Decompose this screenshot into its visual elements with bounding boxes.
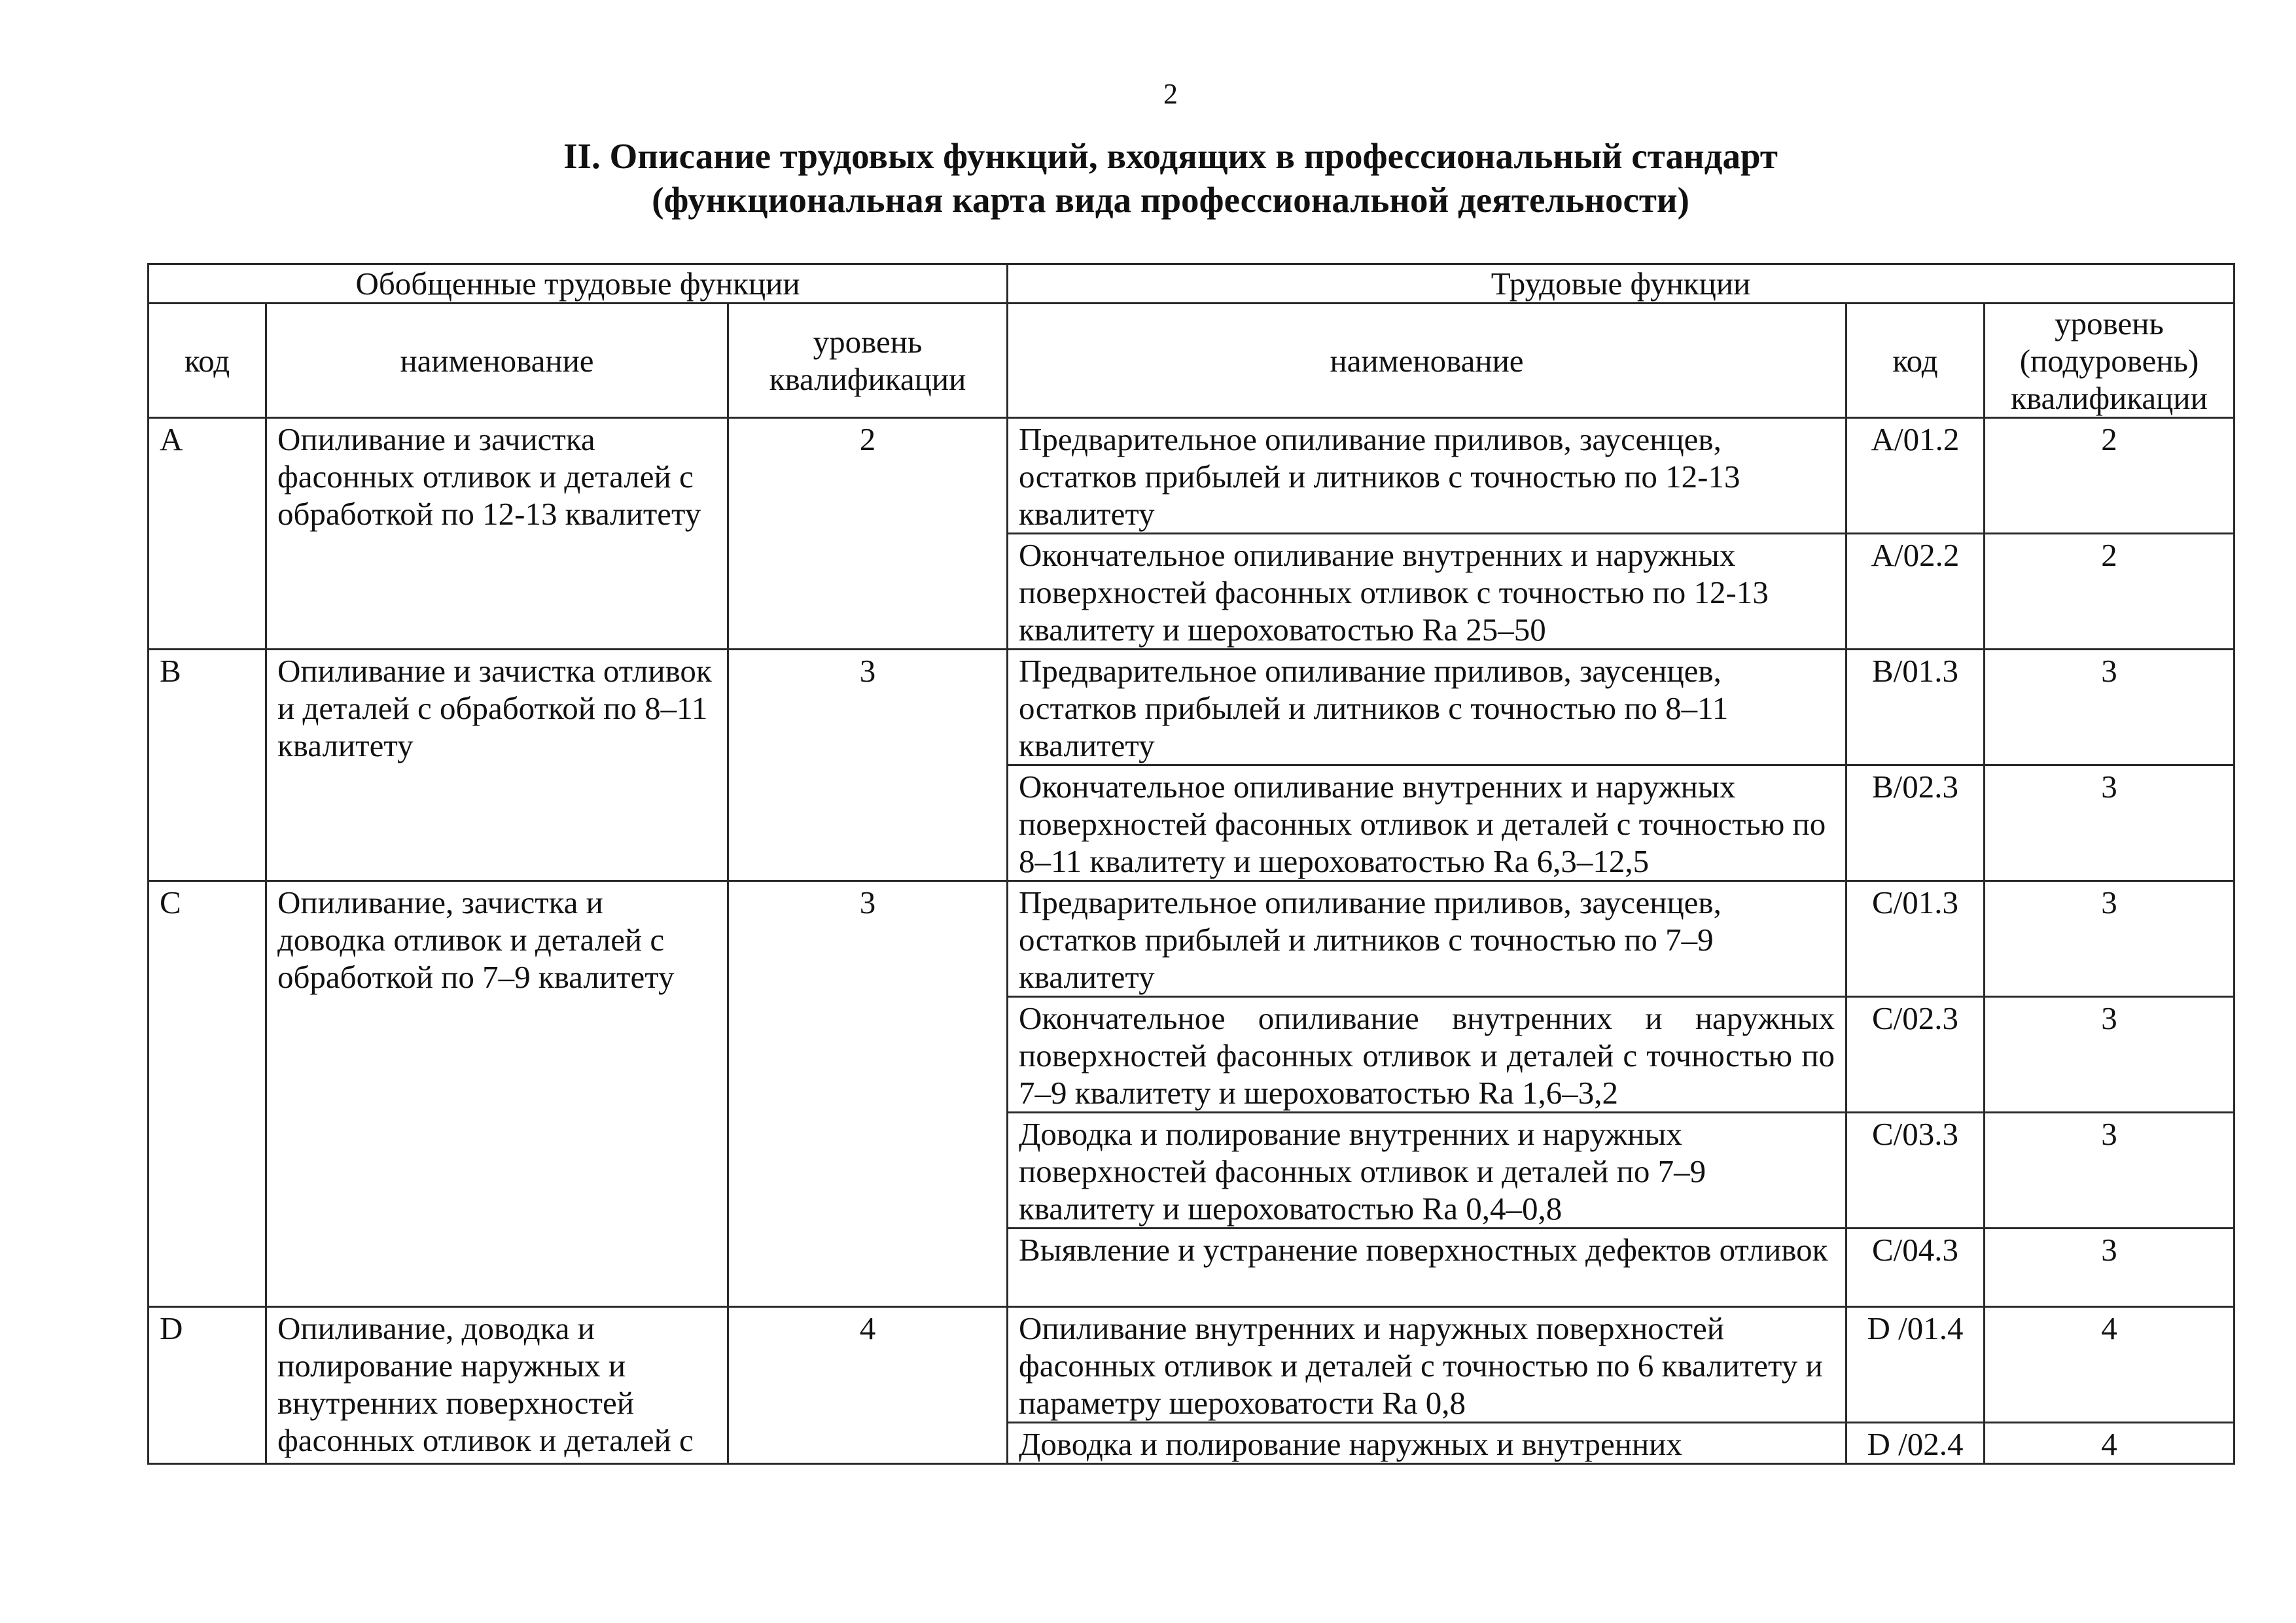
fn-code-cell: C/03.3 xyxy=(1846,1113,1985,1229)
fn-name-cell: Выявление и устранение поверхностных дефектов отливок xyxy=(1008,1229,1846,1307)
fn-name-cell: Предварительное опиливание приливов, заусенцев, остатков прибылей и литников с точностью по 12-13 квалитету xyxy=(1008,418,1846,534)
fn-code-cell: B/01.3 xyxy=(1846,650,1985,765)
fn-level-cell: 3 xyxy=(1985,997,2234,1113)
fn-code-cell: A/02.2 xyxy=(1846,534,1985,650)
fn-level-cell: 4 xyxy=(1985,1423,2234,1464)
col-header-fn-code: код xyxy=(1846,304,1985,418)
col-header-gen-code: код xyxy=(149,304,266,418)
gen-name-cell: Опиливание, зачистка и доводка отливок и деталей с обработкой по 7–9 квалитету xyxy=(266,881,728,1307)
column-header-row xyxy=(149,304,2234,418)
table-row xyxy=(149,1307,2234,1423)
col-header-gen-name: наименование xyxy=(266,304,728,418)
col-header-gen-level: уровень квалификации xyxy=(728,304,1008,418)
fn-level-cell: 4 xyxy=(1985,1307,2234,1423)
generalized-functions-header: Обобщенные трудовые функции xyxy=(149,264,1008,304)
gen-code-cell: C xyxy=(149,881,266,1307)
fn-name-cell: Опиливание внутренних и наружных поверхностей фасонных отливок и деталей с точностью по 6 квалитету и параметру шероховатости Ra 0,8 xyxy=(1008,1307,1846,1423)
gen-name-cell: Опиливание и зачистка отливок и деталей с обработкой по 8–11 квалитету xyxy=(266,650,728,881)
table-row xyxy=(149,418,2234,534)
col-header-fn-level: уровень (подуровень) квалификации xyxy=(1985,304,2234,418)
fn-level-cell: 2 xyxy=(1985,418,2234,534)
gen-level-cell: 3 xyxy=(728,650,1008,881)
fn-level-cell: 3 xyxy=(1985,1113,2234,1229)
fn-name-cell: Предварительное опиливание приливов, заусенцев, остатков прибылей и литников с точностью по 7–9 квалитету xyxy=(1008,881,1846,997)
gen-code-cell: B xyxy=(149,650,266,881)
table-row xyxy=(149,881,2234,997)
fn-level-cell: 3 xyxy=(1985,881,2234,997)
group-header-row xyxy=(149,264,2234,304)
fn-level-cell: 3 xyxy=(1985,765,2234,881)
fn-level-cell: 2 xyxy=(1985,534,2234,650)
gen-name-cell: Опиливание и зачистка фасонных отливок и деталей с обработкой по 12-13 квалитету xyxy=(266,418,728,650)
functional-map-table xyxy=(147,263,2235,1465)
fn-code-cell: C/04.3 xyxy=(1846,1229,1985,1307)
gen-code-cell: A xyxy=(149,418,266,650)
gen-level-cell: 2 xyxy=(728,418,1008,650)
page-number: 2 xyxy=(1163,78,1178,110)
section-title-line-2: (функциональная карта вида профессиональной деятельности) xyxy=(652,180,1689,220)
fn-code-cell: D /02.4 xyxy=(1846,1423,1985,1464)
section-title xyxy=(0,134,2296,222)
gen-level-cell: 4 xyxy=(728,1307,1008,1464)
fn-name-cell: Окончательное опиливание внутренних и наружных поверхностей фасонных отливок с точностью по 12-13 квалитету и шероховатостью Ra 25–50 xyxy=(1008,534,1846,650)
fn-name-cell: Доводка и полирование наружных и внутренних xyxy=(1008,1423,1846,1464)
table-row xyxy=(149,650,2234,765)
fn-level-cell: 3 xyxy=(1985,1229,2234,1307)
section-title-line-1: II. Описание трудовых функций, входящих в профессиональный стандарт xyxy=(563,136,1778,176)
gen-level-cell: 3 xyxy=(728,881,1008,1307)
col-header-fn-name: наименование xyxy=(1008,304,1846,418)
fn-name-cell: Предварительное опиливание приливов, заусенцев, остатков прибылей и литников с точностью по 8–11 квалитету xyxy=(1008,650,1846,765)
fn-code-cell: B/02.3 xyxy=(1846,765,1985,881)
fn-code-cell: C/02.3 xyxy=(1846,997,1985,1113)
fn-code-cell: C/01.3 xyxy=(1846,881,1985,997)
fn-level-cell: 3 xyxy=(1985,650,2234,765)
labor-functions-header: Трудовые функции xyxy=(1008,264,2234,304)
fn-name-cell: Доводка и полирование внутренних и наружных поверхностей фасонных отливок и деталей по 7–9 квалитету и шероховатостью Ra 0,4–0,8 xyxy=(1008,1113,1846,1229)
fn-code-cell: A/01.2 xyxy=(1846,418,1985,534)
gen-name-cell: Опиливание, доводка и полирование наружных и внутренних поверхностей фасонных отливок и деталей с xyxy=(266,1307,728,1464)
fn-code-cell: D /01.4 xyxy=(1846,1307,1985,1423)
gen-code-cell: D xyxy=(149,1307,266,1464)
fn-name-cell: Окончательное опиливание внутренних и наружных поверхностей фасонных отливок и деталей с точностью по 8–11 квалитету и шероховатостью Ra 6,3–12,5 xyxy=(1008,765,1846,881)
fn-name-cell: Окончательное опиливание внутренних и наружных поверхностей фасонных отливок и деталей с точностью по 7–9 квалитету и шероховатостью Ra 1,6–3,2 xyxy=(1008,997,1846,1113)
